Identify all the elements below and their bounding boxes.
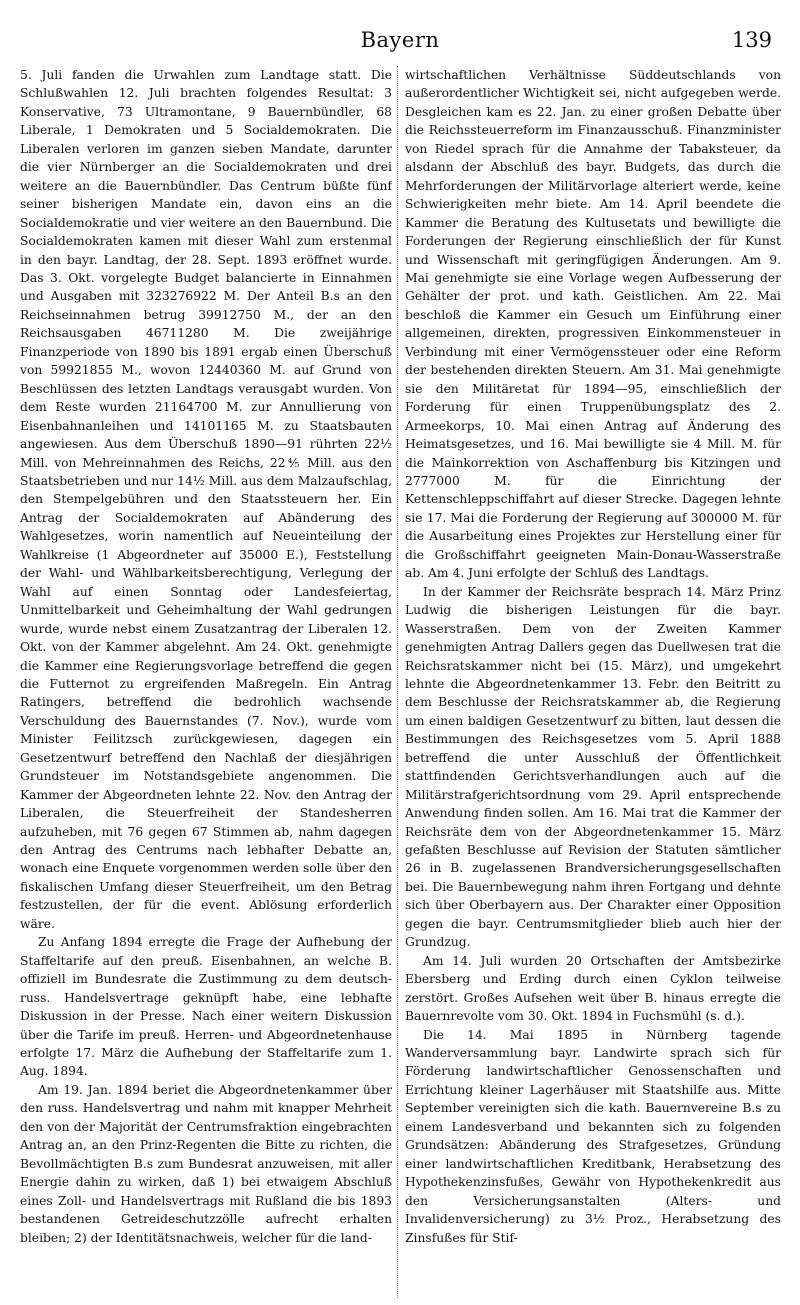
right-column: [405, 66, 781, 1298]
paragraph: In der Kammer der Reichsräte besprach 14. März Prinz Ludwig die bisherigen Leistungen für die bayr. Wasserstraßen. Dem von der Zweiten Kammer genehmigten Antrag Dallers gegen das Duellwesen trat die Reichsratskammer nicht bei (15. März), und umgekehrt lehnte die Abgeordnetenkammer 13. Febr. den Beitritt zu dem Beschlusse der Reichsratskammer ab, die Regierung um einen baldigen Gesetzentwurf zu bitten, laut dessen die Bestimmungen des Reichsgesetzes vom 5. April 1888 betreffend die unter Ausschluß der Öffentlichkeit stattfindenden Gerichtsverhandlungen auch auf die Militärstrafgerichtsordnung vom 29. April entsprechende Anwendung finden sollen. Am 16. Mai trat die Kammer der Reichsräte dem von der Abgeordnetenkammer 15. März gefaßten Beschlusse auf Revision der Statuten sämtlicher 26 in B. zugelassenen Brandversicherungsgesellschaften bei. Die Bauernbewegung nahm ihren Fortgang und dehnte sich über Oberbayern aus. Der Charakter einer Opposition gegen die bayr. Centrumsmitglieder blieb auch hier der Grundzug.: [405, 584, 781, 950]
left-column: [20, 66, 392, 1298]
page-header-title: Bayern: [360, 28, 440, 52]
column-divider: [397, 66, 399, 1298]
paragraph: Die 14. Mai 1895 in Nürnberg tagende Wanderversammlung bayr. Landwirte sprach sich für Förderung landwirtschaftlicher Genossenschaften und Errichtung kleiner Lagerhäuser mit Staatshilfe aus. Mitte September vereinigten sich die kath. Bauernvereine B.s zu einem Landesverband und bekannten sich zu folgenden Grundsätzen: Abänderung des Strafgesetzes, Gründung einer landwirtschaftlichen Kreditbank, Herabsetzung des Hypothekenzinsfußes, Gewähr von Hypothekenkredit aus den Versicherungsanstalten (Alters- und Invalidenversicherung) zu 3½ Proz., Herabsetzung des Zinsfußes für Stif-: [405, 1027, 781, 1245]
paragraph: Am 14. Juli wurden 20 Ortschaften der Amtsbezirke Ebersberg und Erding durch einen Cyklon teilweise zerstört. Großes Aufsehen weit über B. hinaus erregte die Bauernrevolte vom 30. Okt. 1894 in Fuchsmühl (s. d.).: [405, 953, 781, 1024]
page-number: 139: [731, 28, 772, 52]
paragraph: Am 19. Jan. 1894 beriet die Abgeordnetenkammer über den russ. Handelsvertrag und nahm mit knapper Mehrheit den von der Majorität der Centrumsfraktion eingebrachten Antrag an, an den Prinz-Regenten die Bitte zu richten, die Bevollmächtigten B.s zum Bundesrat anzuweisen, mit aller Energie dahin zu wirken, daß 1) bei etwaigem Abschluß eines Zoll- und Handelsvertrags mit Rußland die bis 1893 bestandenen Getreideschutzzölle aufrecht erhalten bleiben; 2) der Identitätsnachweis, welcher für die land-: [20, 1082, 392, 1245]
paragraph: 5. Juli fanden die Urwahlen zum Landtage statt. Die Schlußwahlen 12. Juli brachten folgendes Resultat: 3 Konservative, 73 Ultramontane, 9 Bauernbündler, 68 Liberale, 1 Demokraten und 5 Socialdemokraten. Die Liberalen verloren im ganzen sieben Mandate, darunter die vier Nürnberger an die Socialdemokraten und drei weitere an die Bauernbündler. Das Centrum büßte fünf seiner bisherigen Mandate ein, davon eins an die Socialdemokratie und vier weitere an den Bauernbund. Die Socialdemokraten kamen mit dieser Wahl zum erstenmal in den bayr. Landtag, der 28. Sept. 1893 eröffnet wurde. Das 3. Okt. vorgelegte Budget balancierte in Einnahmen und Ausgaben mit 323276922 M. Der Anteil B.s an den Reichseinnahmen betrug 39912750 M., der an den Reichsausgaben 46711280 M. Die zweijährige Finanzperiode von 1890 bis 1891 ergab einen Überschuß von 59921855 M., wovon 12440360 M. auf Grund von Beschlüssen des letzten Landtags verausgabt wurden. Von dem Reste wurden 21164700 M. zur Annullierung von Eisenbahnanleihen und 14101165 M. zu Staatsbauten angewiesen. Aus dem Überschuß 1890—91 rührten 22½ Mill. von Mehreinnahmen des Reichs, 22⅘ Mill. aus den Staatsbetrieben und nur 14½ Mill. aus dem Malzaufschlag, den Stempelgebühren und den Staatssteuern her. Ein Antrag der Socialdemokraten auf Abänderung des Wahlgesetzes, worin namentlich auf Neueinteilung der Wahlkreise (1 Abgeordneter auf 35000 E.), Feststellung der Wahl- und Wählbarkeitsberechtigung, Verlegung der Wahl auf einen Sonntag oder Landesfeiertag, Unmittelbarkeit und Geheimhaltung der Wahl gedrungen wurde, wurde nebst einem Zusatzantrag der Liberalen 12. Okt. von der Kammer abgelehnt. Am 24. Okt. genehmigte die Kammer eine Regierungsvorlage betreffend die gegen die Futternot zu ergreifenden Maßregeln. Ein Antrag Ratingers, betreffend die bedrohlich wachsende Verschuldung des Bauernstandes (7. Nov.), wurde vom Minister Feilitzsch zurückgewiesen, dagegen ein Gesetzentwurf betreffend den Nachlaß der diesjährigen Grundsteuer im Notstandsgebiete angenommen. Die Kammer der Abgeordneten lehnte 22. Nov. den Antrag der Liberalen, die Steuerfreiheit der Standesherren aufzuheben, mit 76 gegen 67 Stimmen ab, nahm dagegen den Antrag des Centrums nach lebhafter Debatte an, wonach eine Enquete vorgenommen werden solle über den fiskalischen Umfang dieser Steuerfreiheit, um den Betrag festzustellen, der für die event. Ablösung erforderlich wäre.: [20, 68, 392, 931]
paragraph: wirtschaftlichen Verhältnisse Süddeutschlands von außerordentlicher Wichtigkeit sei, nicht aufgegeben werde. Desgleichen kam es 22. Jan. zu einer großen Debatte über die Reichssteuerreform im Finanzausschuß. Finanzminister von Riedel sprach für die Annahme der Tabaksteuer, da alsdann der Abschluß des bayr. Budgets, das durch die Mehrforderungen der Militärvorlage alteriert werde, keine Schwierigkeiten mehr biete. Am 14. April beendete die Kammer die Beratung des Kultusetats und bewilligte die Forderungen der Regierung einschließlich der für Kunst und Wissenschaft mit geringfügigen Änderungen. Am 9. Mai genehmigte sie eine Vorlage wegen Aufbesserung der Gehälter der prot. und kath. Geistlichen. Am 22. Mai beschloß die Kammer ein Gesuch um Einführung einer allgemeinen, direkten, progressiven Einkommensteuer in Verbindung mit einer Vermögenssteuer oder eine Reform der bestehenden direkten Steuern. Am 31. Mai genehmigte sie den Militäretat für 1894—95, einschließlich der Forderung für einen Truppenübungsplatz des 2. Armeekorps, 10. Mai einen Antrag auf Änderung des Heimatsgesetzes, und 16. Mai bewilligte sie 4 Mill. M. für die Mainkorrektion von Aschaffenburg bis Kitzingen und 2777000 M. für die Einrichtung der Kettenschleppschiffahrt auf dieser Strecke. Dagegen lehnte sie 17. Mai die Forderung der Regierung auf 300000 M. für die Ausarbeitung eines Projektes zur Herstellung einer für die Großschiffahrt geeigneten Main-Donau-Wasserstraße ab. Am 4. Juni erfolgte der Schluß des Landtags.: [405, 68, 781, 581]
paragraph: Zu Anfang 1894 erregte die Frage der Aufhebung der Staffeltarife auf den preuß. Eisenbahnen, an welche B. offiziell im Bundesrate die Zustimmung zu dem deutsch-russ. Handelsvertrage geknüpft habe, eine lebhafte Diskussion in der Presse. Nach einer weitern Diskussion über die Tarife im preuß. Herren- und Abgeordnetenhause erfolgte 17. März die Aufhebung der Staffeltarife zum 1. Aug. 1894.: [20, 935, 392, 1079]
running-header: [0, 28, 800, 58]
